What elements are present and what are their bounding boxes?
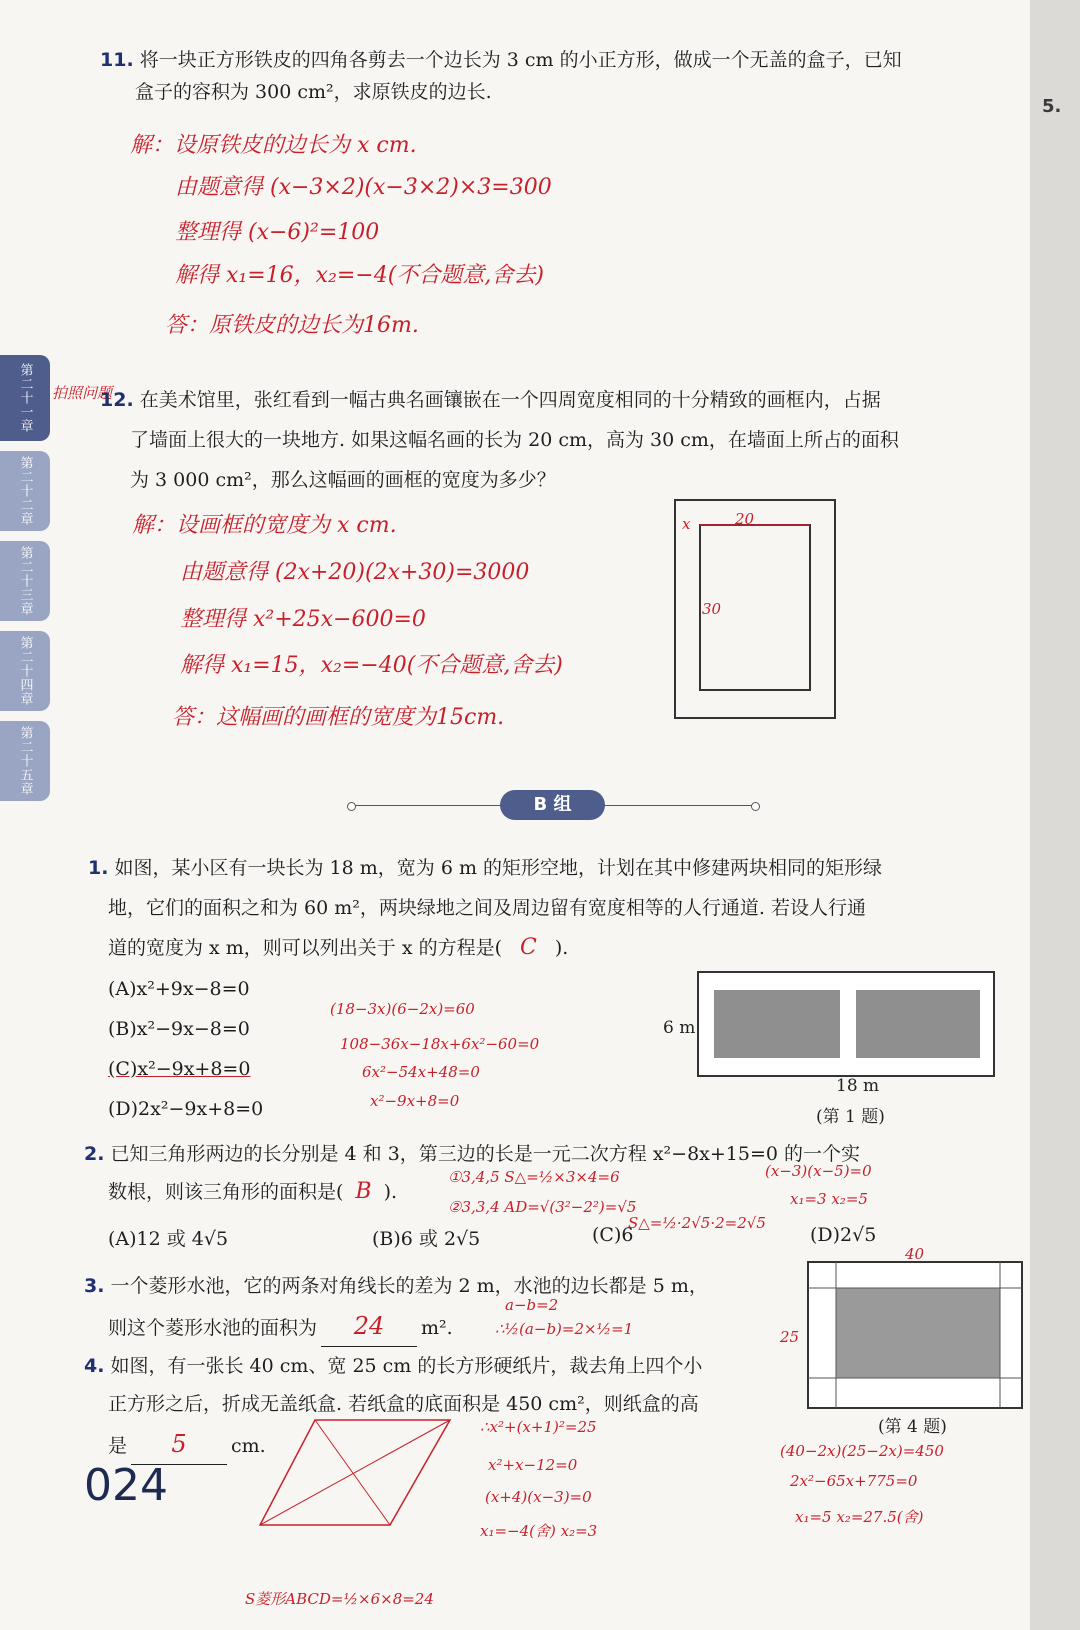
b1-line1: 1. 如图，某小区有一块长为 18 m，宽为 6 m 的矩形空地，计划在其中修建两块相同的矩形绿 [88, 857, 882, 879]
b1-choice-d: (D)2x²−9x+8=0 [108, 1098, 264, 1120]
chapter-tab-24[interactable]: 第二十四章 [0, 631, 50, 711]
box-side-label: 25 [780, 1328, 800, 1346]
p11-solution-2: 由题意得 (x−3×2)(x−3×2)×3=300 [175, 175, 552, 200]
box-top-label: 40 [905, 1245, 925, 1263]
b4-answer-blank: 5 [131, 1424, 227, 1465]
b3-line1: 3. 一个菱形水池，它的两条对角线长的差为 2 m，水池的边长都是 5 m， [84, 1275, 708, 1297]
chapter-tab-25[interactable]: 第二十五章 [0, 721, 50, 801]
picture-frame-figure [675, 500, 840, 720]
lawn-length-label: 18 m [836, 1076, 880, 1096]
group-b-label: B 组 [500, 790, 605, 820]
b1-work-2: 108−36x−18x+6x²−60=0 [340, 1035, 540, 1053]
b2-line2: 数根，则该三角形的面积是( B ). [108, 1179, 398, 1204]
p12-solution-5: 答：这幅画的画框的宽度为15cm. [172, 705, 505, 730]
p12-solution-3: 整理得 x²+25x−600=0 [180, 607, 426, 632]
b4-work-2: 2x²−65x+775=0 [790, 1472, 918, 1490]
b3-work-1: a−b=2 [505, 1296, 559, 1314]
frame-width-label: 20 [735, 510, 755, 528]
rhombus-sketch [255, 1415, 465, 1535]
b1-line2: 地，它们的面积之和为 60 m²，两块绿地之间及周边留有宽度相等的人行通道. 若设人行通 [108, 897, 866, 919]
b4-rhombus-work-1: ∴x²+(x+1)²=25 [480, 1418, 597, 1436]
b4-rhombus-work-2: x²+x−12=0 [488, 1456, 578, 1474]
b4-work-3: x₁=5 x₂=27.5(舍) [795, 1508, 924, 1526]
frame-x-label: x [682, 515, 691, 533]
b4-rhombus-area: S菱形ABCD=½×6×8=24 [245, 1590, 434, 1608]
b2-choice-c: (C)6 [592, 1224, 634, 1246]
p11-solution-3: 整理得 (x−6)²=100 [175, 220, 380, 245]
b3-line2: 则这个菱形水池的面积为 24 m². [108, 1306, 453, 1348]
chapter-tab-23[interactable]: 第二十三章 [0, 541, 50, 621]
p12-solution-2: 由题意得 (2x+20)(2x+30)=3000 [180, 560, 530, 585]
b2-work-5: x₁=3 x₂=5 [790, 1190, 868, 1208]
p12-solution-4: 解得 x₁=15，x₂=−40(不合题意,舍去) [180, 653, 563, 678]
b1-work-3: 6x²−54x+48=0 [362, 1063, 480, 1081]
b4-line1: 4. 如图，有一张长 40 cm、宽 25 cm 的长方形硬纸片，裁去角上四个小 [84, 1355, 703, 1377]
lawn-width-label: 6 m [663, 1018, 696, 1038]
p11-solution-4: 解得 x₁=16，x₂=−4(不合题意,舍去) [175, 263, 544, 288]
next-page-edge [1030, 0, 1080, 1630]
b1-line3: 道的宽度为 x m，则可以列出关于 x 的方程是( C ). [108, 935, 569, 960]
b3-work-2: ∴½(a−b)=2×½=1 [495, 1320, 634, 1338]
problem-11-line1: 11. 将一块正方形铁皮的四角各剪去一个边长为 3 cm 的小正方形，做成一个无盖的盒子，已知 [100, 49, 902, 71]
b2-choice-d: (D)2√5 [810, 1224, 877, 1246]
problem-11-line2: 盒子的容积为 300 cm²，求原铁皮的边长. [135, 81, 492, 103]
group-b-header [350, 790, 755, 820]
b2-choice-a: (A)12 或 4√5 [108, 1228, 229, 1250]
b2-choice-b: (B)6 或 2√5 [372, 1228, 481, 1250]
b4-rhombus-work-3: (x+4)(x−3)=0 [485, 1488, 592, 1506]
b2-work-2: ②3,3,4 AD=√(3²−2²)=√5 [448, 1198, 637, 1216]
p11-solution-5: 答：原铁皮的边长为16m. [165, 313, 419, 338]
chapter-tab-22[interactable]: 第二十二章 [0, 451, 50, 531]
problem-12-line1: 12. 在美术馆里，张红看到一幅古典名画镶嵌在一个四周宽度相同的十分精致的画框内，占据 [100, 389, 881, 411]
b1-work-4: x²−9x+8=0 [370, 1092, 460, 1110]
b1-answer: C [520, 935, 537, 960]
b2-work-3: S△=½·2√5·2=2√5 [628, 1214, 766, 1232]
next-page-fragment: 5. [1042, 96, 1062, 117]
b1-choice-a: (A)x²+9x−8=0 [108, 978, 250, 1000]
b3-answer-blank: 24 [321, 1306, 417, 1347]
b1-work-1: (18−3x)(6−2x)=60 [330, 1000, 475, 1018]
b4-line2: 正方形之后，折成无盖纸盒. 若纸盒的底面积是 450 cm²，则纸盒的高 [108, 1393, 699, 1415]
figure-1-caption: (第 1 题) [816, 1107, 885, 1127]
figure-4-caption: (第 4 题) [878, 1417, 947, 1437]
problem-12-line3: 为 3 000 cm²，那么这幅画的画框的宽度为多少？ [130, 469, 556, 491]
lawn-figure [698, 972, 998, 1078]
b4-line3: 是 5 cm. [108, 1424, 266, 1466]
chapter-tab-21[interactable]: 第二十一章 [0, 355, 50, 441]
b4-rhombus-work-4: x₁=−4(舍) x₂=3 [480, 1522, 598, 1540]
b4-work-1: (40−2x)(25−2x)=450 [780, 1442, 944, 1460]
b1-choice-b: (B)x²−9x−8=0 [108, 1018, 250, 1040]
page-number: 024 [84, 1460, 168, 1511]
b2-answer: B [355, 1179, 372, 1204]
b2-work-1: ①3,4,5 S△=½×3×4=6 [448, 1168, 620, 1186]
problem-12-line2: 了墙面上很大的一块地方. 如果这幅名画的长为 20 cm，高为 30 cm，在墙面上所占的面积 [130, 429, 899, 451]
p12-margin-note: 拍照问题 [52, 384, 113, 402]
chapter-tabs [0, 355, 56, 811]
p12-solution-1: 解：设画框的宽度为 x cm. [132, 513, 397, 538]
b2-line1: 2. 已知三角形两边的长分别是 4 和 3，第三边的长是一元二次方程 x²−8x+15=0 的一个实 [84, 1143, 861, 1165]
p11-solution-1: 解：设原铁皮的边长为 x cm. [130, 133, 417, 158]
b1-choice-c: (C)x²−9x+8=0 [108, 1058, 251, 1080]
b2-work-4: (x−3)(x−5)=0 [765, 1162, 872, 1180]
box-net-figure [808, 1262, 1028, 1410]
frame-height-label: 30 [702, 600, 722, 618]
